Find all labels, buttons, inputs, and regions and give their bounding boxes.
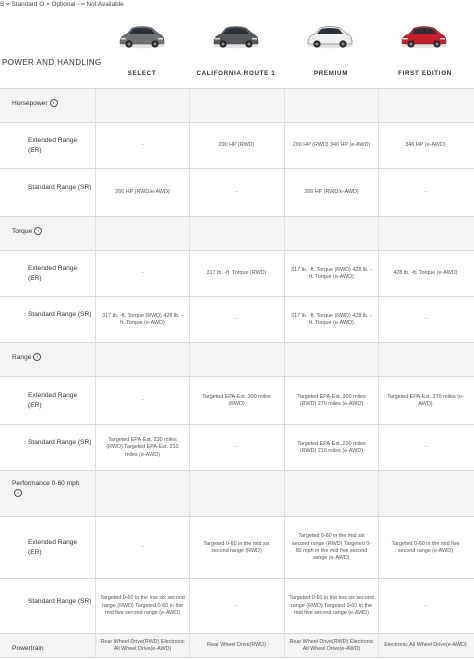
spec-value-premium: Targeted 0-60 in the low six second range (RWD) Targeted 0-60 in the mid five second range (e-AWD) xyxy=(284,579,378,634)
spec-label-text: Torque xyxy=(12,228,33,235)
spec-value-premium: Targeted EPA-Est. 300 miles (RWD) 270 miles (e-AWD) xyxy=(284,377,378,425)
availability-legend: S = Standard O = Optional - = Not Available xyxy=(0,1,124,8)
spec-label-text: Extended Range (ER) xyxy=(28,265,78,282)
group-cell xyxy=(378,343,473,377)
spec-label-text: Performance 0-60 mph xyxy=(12,480,80,487)
spec-label xyxy=(28,183,92,193)
spec-row-performance-0-60-mph-extended-range-er xyxy=(0,516,474,579)
car-image-premium xyxy=(305,20,355,50)
column-header-premium: PREMIUM xyxy=(313,70,349,77)
table-bottom-border xyxy=(0,657,474,658)
spec-group-horsepower xyxy=(0,88,474,123)
spec-value-first-edition: 346 HP (e-AWD) xyxy=(378,123,472,169)
spec-label xyxy=(28,264,92,284)
spec-value-select: - xyxy=(95,377,189,425)
spec-value-california-route-1: Targeted EPA-Est. 300 miles (RWD) xyxy=(189,377,283,425)
spec-label xyxy=(28,136,92,156)
spec-value-first-edition: - xyxy=(378,425,472,471)
spec-group-torque xyxy=(0,216,474,251)
spec-value-premium: Targeted EPA-Est. 230 miles (RWD) 210 miles (e-AWD) xyxy=(284,425,378,471)
spec-value-first-edition: - xyxy=(378,169,472,217)
spec-row-performance-0-60-mph-standard-range-sr xyxy=(0,578,474,634)
spec-value-first-edition: - xyxy=(378,297,472,343)
spec-value-first-edition: Targeted EPA-Est. 270 miles (e-AWD) xyxy=(378,377,472,425)
spec-value-first-edition: 428 lb. -ft. Torque (e-AWD) xyxy=(378,251,472,297)
group-cell xyxy=(284,343,379,377)
spec-value-california-route-1: - xyxy=(189,169,283,217)
group-cell xyxy=(189,217,284,251)
spec-value-first-edition: Electronic All Wheel Drive(e-AWD) xyxy=(378,634,472,658)
spec-row-range-extended-range-er xyxy=(0,376,474,425)
spec-value-premium: Rear Wheel Drive(RWD) Electronic All Wheel Drive(e-AWD) xyxy=(284,634,378,658)
group-cell xyxy=(189,471,284,517)
spec-group-range xyxy=(0,342,474,377)
spec-row-torque-extended-range-er xyxy=(0,250,474,297)
spec-row-torque-standard-range-sr xyxy=(0,296,474,343)
spec-value-premium: 317 lb. -ft. Torque (RWD) 428 lb. -ft. Torque (e-AWD) xyxy=(284,297,378,343)
spec-label-text: Standard Range (SR) xyxy=(28,311,92,318)
group-cell xyxy=(378,217,473,251)
spec-label-text: Standard Range (SR) xyxy=(28,184,92,191)
spec-label-text: Standard Range (SR) xyxy=(28,439,92,446)
spec-label xyxy=(28,310,92,320)
spec-value-select: Targeted 0-60 in the low six second range (RWD) Targeted 0-60 in the mid five second range (e-AWD) xyxy=(95,579,189,634)
spec-value-california-route-1: 290 HP (RWD) xyxy=(189,123,283,169)
spec-label xyxy=(28,391,92,411)
group-cell xyxy=(189,343,284,377)
spec-label-text: Extended Range (ER) xyxy=(28,137,78,154)
group-cell xyxy=(95,343,190,377)
group-cell xyxy=(284,471,379,517)
group-cell xyxy=(95,89,190,123)
spec-value-premium: 290 HP (RWD) 346 HP (e-AWD) xyxy=(284,123,378,169)
section-title: POWER AND HANDLING xyxy=(2,58,102,67)
group-cell xyxy=(284,217,379,251)
info-icon[interactable]: i xyxy=(33,353,41,361)
spec-value-select: 266 HP (RWD/e-AWD) xyxy=(95,169,189,217)
spec-label-text: Range xyxy=(12,354,32,361)
info-icon[interactable]: i xyxy=(50,99,58,107)
spec-label-text: Standard Range (SR) xyxy=(28,598,92,605)
info-icon[interactable]: i xyxy=(14,489,22,497)
column-header-select: SELECT xyxy=(127,70,157,77)
spec-value-california-route-1: Rear Wheel Drive(RWD) xyxy=(189,634,283,658)
spec-value-premium: 317 lb. -ft. Torque (RWD) 428 lb. -ft. Torque (e-AWD) xyxy=(284,251,378,297)
spec-value-premium: 266 HP (RWD/e-AWD) xyxy=(284,169,378,217)
column-header-first-edition: FIRST EDITION xyxy=(398,70,452,77)
spec-label-text: Extended Range (ER) xyxy=(28,392,78,409)
spec-value-select: Targeted EPA-Est. 230 miles (RWD) Targeted EPA-Est. 210 miles (e-AWD) xyxy=(95,425,189,471)
car-image-select xyxy=(117,20,167,50)
spec-value-first-edition: - xyxy=(378,579,472,634)
spec-label xyxy=(28,538,92,558)
spec-value-california-route-1: - xyxy=(189,297,283,343)
group-cell xyxy=(284,89,379,123)
spec-label xyxy=(12,479,82,499)
spec-value-select: - xyxy=(95,123,189,169)
spec-value-select: Rear Wheel Drive(RWD) Electronic All Wheel Drive(e-AWD) xyxy=(95,634,189,658)
spec-label-text: Powertrain xyxy=(12,645,44,652)
spec-label xyxy=(12,227,42,237)
group-cell xyxy=(378,89,473,123)
group-cell xyxy=(189,89,284,123)
spec-value-california-route-1: Targeted 0-60 in the mid six second range (RWD) xyxy=(189,517,283,579)
car-image-california-route-1 xyxy=(211,20,261,50)
spec-row-horsepower-standard-range-sr xyxy=(0,168,474,217)
spec-group-performance-0-60-mph xyxy=(0,470,474,517)
spec-label xyxy=(28,597,92,607)
spec-row-horsepower-extended-range-er xyxy=(0,122,474,169)
spec-label xyxy=(12,353,41,363)
spec-value-california-route-1: - xyxy=(189,425,283,471)
spec-label xyxy=(12,644,44,654)
spec-value-california-route-1: 317 lb. -ft. Torque (RWD) xyxy=(189,251,283,297)
spec-label xyxy=(12,99,58,109)
spec-value-select: - xyxy=(95,251,189,297)
spec-group-powertrain xyxy=(0,633,474,658)
spec-value-select: 317 lb. -ft. Torque (RWD) 428 lb. -ft. Torque (e-AWD) xyxy=(95,297,189,343)
spec-value-select: - xyxy=(95,517,189,579)
info-icon[interactable]: i xyxy=(34,227,42,235)
spec-label-text: Extended Range (ER) xyxy=(28,539,78,556)
car-image-first-edition xyxy=(399,20,449,50)
spec-label xyxy=(28,438,92,448)
group-cell xyxy=(378,471,473,517)
spec-value-first-edition: Targeted 0-60 in the mid five second range (e-AWD) xyxy=(378,517,472,579)
spec-label-text: Horsepower xyxy=(12,100,48,107)
column-header-california-route-1: CALIFORNIA ROUTE 1 xyxy=(196,70,276,77)
group-cell xyxy=(95,217,190,251)
group-cell xyxy=(95,471,190,517)
spec-row-range-standard-range-sr xyxy=(0,424,474,471)
spec-value-california-route-1: - xyxy=(189,579,283,634)
spec-value-premium: Targeted 0-60 in the mid six second range (RWD) Targeted 0-60 mph in the mid five second range (e-AWD) xyxy=(284,517,378,579)
